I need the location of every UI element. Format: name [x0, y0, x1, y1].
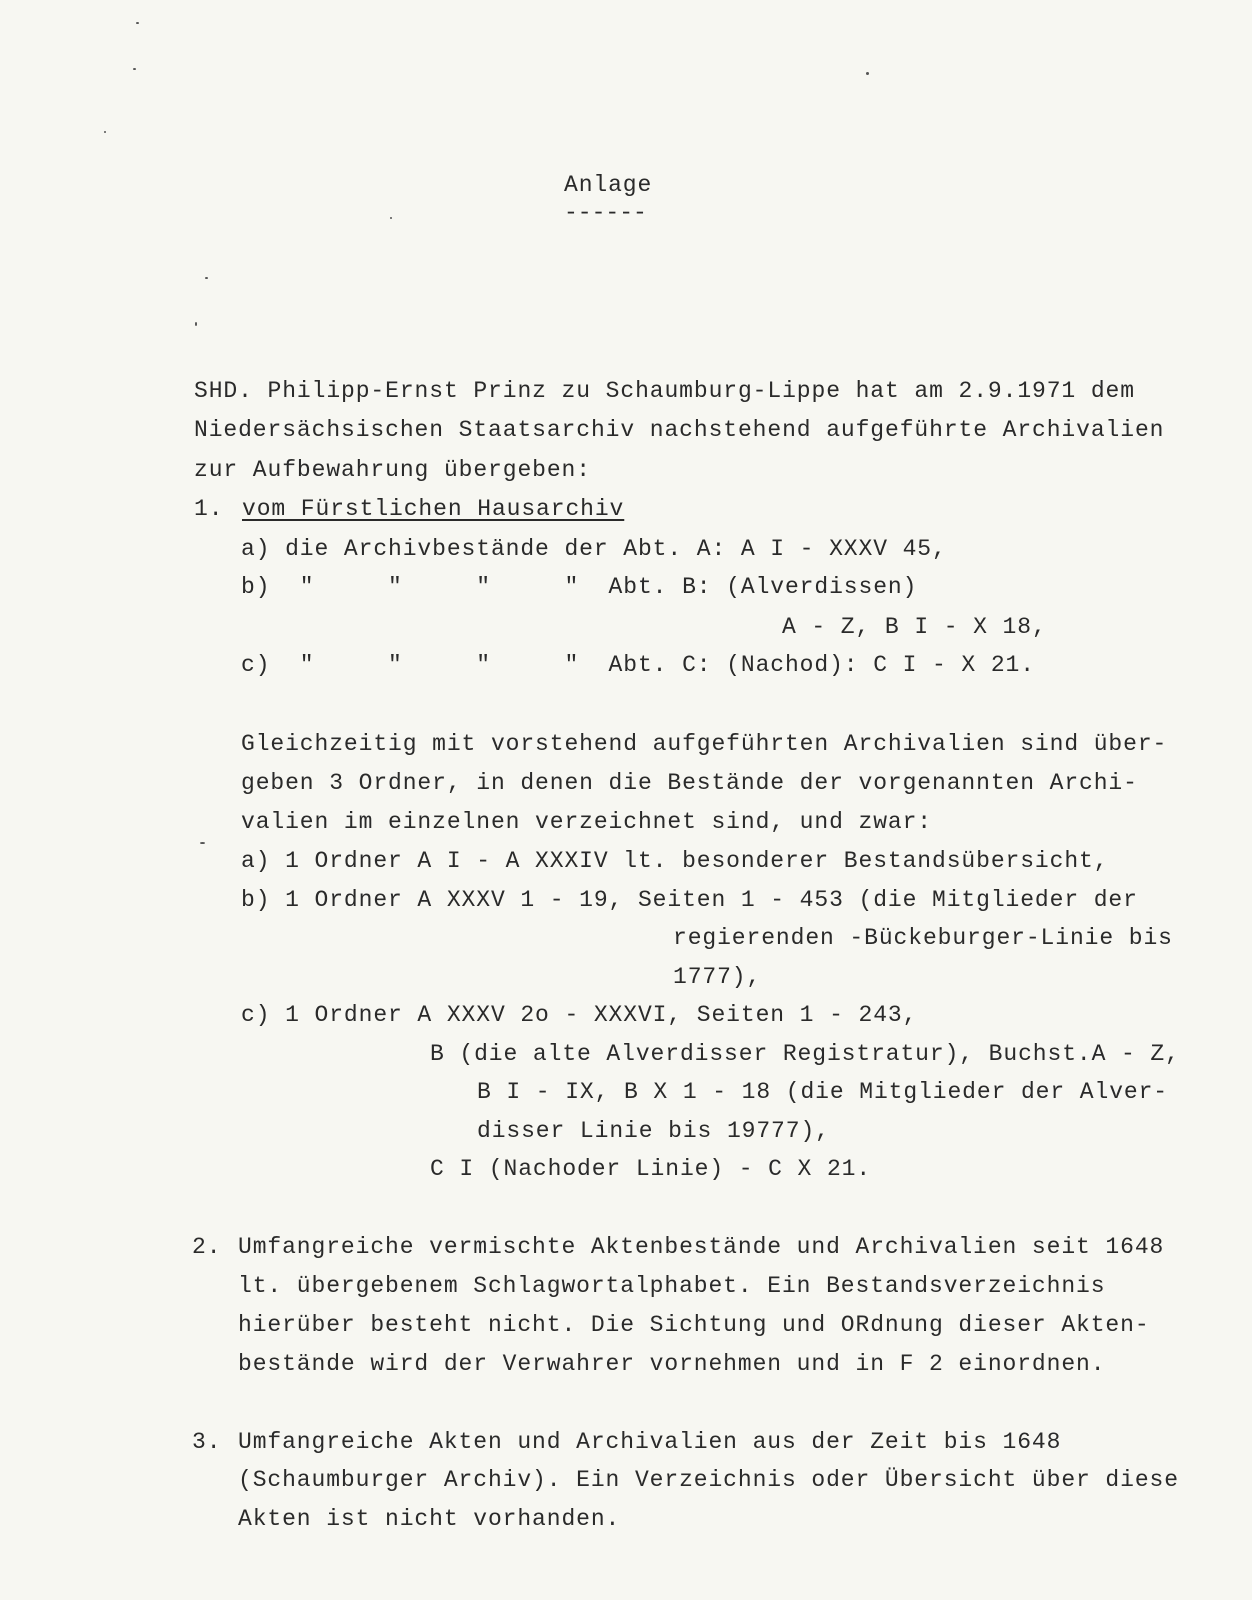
section-3-line: Umfangreiche Akten und Archivalien aus der Zeit bis 1648 — [238, 1429, 1062, 1455]
section-2-line: lt. übergebenem Schlagwortalphabet. Ein Bestandsverzeichnis — [238, 1273, 1106, 1299]
ordner-item: a) 1 Ordner A I - A XXXIV lt. besonderer Bestandsübersicht, — [241, 848, 1109, 874]
page-title: Anlage — [564, 172, 653, 198]
section-1-item: c) " " " " Abt. C: (Nachod): C I - X 21. — [241, 652, 1035, 678]
ordner-item: regierenden -Bückeburger-Linie bis — [673, 925, 1173, 951]
section-1-paragraph: geben 3 Ordner, in denen die Bestände der vorgenannten Archi- — [241, 770, 1138, 796]
section-1-paragraph: valien im einzelnen verzeichnet sind, und zwar: — [241, 809, 933, 835]
section-1-number: 1. — [194, 496, 224, 522]
scan-speck — [133, 68, 136, 70]
section-1-heading: vom Fürstlichen Hausarchiv — [242, 496, 625, 522]
scan-speck — [205, 277, 208, 279]
ordner-item: b) 1 Ordner A XXXV 1 - 19, Seiten 1 - 453 (die Mitglieder der — [241, 887, 1138, 913]
intro-line: Niedersächsischen Staatsarchiv nachstehend aufgeführte Archivalien — [194, 417, 1165, 443]
scan-speck — [104, 131, 106, 133]
ordner-item: B (die alte Alverdisser Registratur), Buchst.A - Z, — [430, 1041, 1180, 1067]
ordner-item: B I - IX, B X 1 - 18 (die Mitglieder der Alver- — [477, 1079, 1169, 1105]
scan-speck — [866, 72, 869, 75]
section-3-number: 3. — [192, 1429, 222, 1455]
section-3-line: Akten ist nicht vorhanden. — [238, 1506, 621, 1532]
section-2-number: 2. — [192, 1234, 222, 1260]
ordner-item: c) 1 Ordner A XXXV 2o - XXXVI, Seiten 1 - 243, — [241, 1002, 918, 1028]
section-1-paragraph: Gleichzeitig mit vorstehend aufgeführten Archivalien sind über- — [241, 731, 1168, 757]
title-rule: ------ — [564, 200, 647, 226]
scan-speck — [195, 322, 197, 326]
scan-speck — [136, 22, 139, 24]
section-3-line: (Schaumburger Archiv). Ein Verzeichnis oder Übersicht über diese — [238, 1467, 1179, 1493]
section-2-line: bestände wird der Verwahrer vornehmen und in F 2 einordnen. — [238, 1351, 1106, 1377]
scan-speck — [390, 217, 392, 219]
section-1-item: b) " " " " Abt. B: (Alverdissen) — [241, 574, 918, 600]
scan-speck — [200, 842, 205, 844]
ordner-item: C I (Nachoder Linie) - C X 21. — [430, 1156, 872, 1182]
intro-line: zur Aufbewahrung übergeben: — [194, 457, 591, 483]
section-1-item: A - Z, B I - X 18, — [782, 614, 1047, 640]
intro-line: SHD. Philipp-Ernst Prinz zu Schaumburg-Lippe hat am 2.9.1971 dem — [194, 378, 1135, 404]
ordner-item: disser Linie bis 19777), — [477, 1118, 830, 1144]
ordner-item: 1777), — [673, 964, 762, 990]
section-2-line: Umfangreiche vermischte Aktenbestände und Archivalien seit 1648 — [238, 1234, 1165, 1260]
section-2-line: hierüber besteht nicht. Die Sichtung und ORdnung dieser Akten- — [238, 1312, 1150, 1338]
section-1-item: a) die Archivbestände der Abt. A: A I - XXXV 45, — [241, 536, 947, 562]
